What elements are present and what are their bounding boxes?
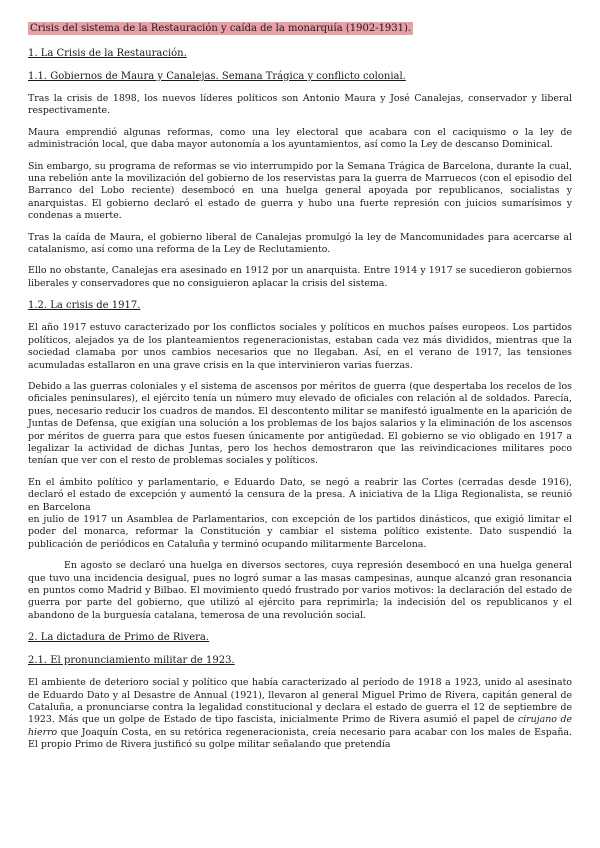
paragraph-10-emphasis: cirujano de hierro — [28, 714, 572, 738]
heading-section-1-2: 1.2. La crisis de 1917. — [28, 300, 141, 312]
paragraph-10 — [28, 677, 572, 751]
paragraph-1: Tras la crisis de 1898, los nuevos líderes políticos son Antonio Maura y José Canalejas, conservador y liberal respectivamente. — [28, 93, 572, 117]
paragraph-2: Maura emprendió algunas reformas, como una ley electoral que acabara con el caciquismo o la ley de administración local, que daba mayor autonomía a los ayuntamientos, así como la Ley de descanso Dominical. — [28, 126, 572, 151]
heading-section-2: 2. La dictadura de Primo de Rivera. — [28, 632, 210, 644]
document-title: Crisis del sistema de la Restauración y caída de la monarquía (1902-1931). — [30, 23, 412, 34]
paragraph-8b: en julio de 1917 un Asamblea de Parlamentarios, con excepción de los partidos dinásticos, que exigió limitar el poder del monarca, reformar la Constitución y cambiar el sistema político existente. Dato suspendió la publicación de periódicos en Cataluña y terminó ocupando militarmente Barcelona. — [28, 513, 572, 550]
heading-section-1-1: 1.1. Gobiernos de Maura y Canalejas. Semana Trágica y conflicto colonial. — [28, 71, 406, 82]
paragraph-6: El año 1917 estuvo caracterizado por los conflictos sociales y políticos en muchos países europeos. Los partidos políticos, alejados ya de los planteamientos regeneracionistas, estaban cada vez más divididos, mientras que la sociedad clamaba por unos cambios necesarios que no llegaban. Así, en el verano de 1917, las tensiones acumuladas estallaron en una grave crisis en la que intervinieron varias fuerzas. — [28, 322, 572, 371]
paragraph-5: Ello no obstante, Canalejas era asesinado en 1912 por un anarquista. Entre 1914 y 1917 se sucedieron gobiernos liberales y conservadores que no consiguieron aplacar la crisis del sistema. — [28, 265, 572, 289]
paragraph-3: Sin embargo, su programa de reformas se vio interrumpido por la Semana Trágica de Barcelona, durante la cual, una rebelión ante la movilización del gobierno de los reservistas para la guerra de Marruecos (con el episodio del Barranco del Lobo reciente) desembocó en una huelga general apoyada por republicanos, socialistas y anarquistas. El gobierno declaró el estado de guerra y hubo una fuerte represión con juicios sumarísimos y condenas a muerte. — [28, 160, 572, 222]
paragraph-9: En agosto se declaró una huelga en diversos sectores, cuya represión desembocó en una huelga general que tuvo una incidencia desigual, pues no logró sumar a las masas campesinas, aunque alcanzó gran resonancia en puntos como Madrid y Bilbao. El movimiento quedó frustrado por varios motivos: la declaración del estado de guerra por parte del gobierno, que utilizó al ejército para reprimirla; la indecisión del os republicanos y el abandono de la burguesía catalana, temerosa de una revolución social. — [28, 560, 572, 621]
paragraph-7: Debido a las guerras coloniales y el sistema de ascensos por méritos de guerra (que despertaba los recelos de los oficiales peninsulares), el ejército tenía un número muy elevado de oficiales con relación al de soldados. Parecía, pues, necesario reducir los cuadros de mandos. El descontento militar se manifestó igualmente en la aparición de Juntas de Defensa, que exigían una solución a los problemas de los bajos salarios y la eliminación de los ascensos por méritos de guerra para que estos fuesen únicamente por antigüedad. El gobierno se vio obligado en 1917 a legalizar la actividad de dichas Juntas, pero los hechos demostraron que las reivindicaciones militares poco tenían que ver con el resto de problemas sociales y políticos. — [28, 380, 572, 467]
heading-section-1: 1. La Crisis de la Restauración. — [28, 48, 187, 59]
heading-section-2-1: 2.1. El pronunciamiento militar de 1923. — [28, 655, 235, 667]
paragraph-10-part-a: El ambiente de deterioro social y político que había caracterizado al período de 1918 a 1923, unido al asesinato de Eduardo Dato y al Desastre de Annual (1921), llevaron al general Miguel Primo de Rivera, capitán general de Cataluña, a pronunciarse contra la legalidad constitucional y declara el estado de guerra el 12 de septiembre de 1923. Más que un golpe de Estado de tipo fascista, inicialmente Primo de Rivera asumió el papel de — [28, 677, 572, 726]
paragraph-8a: En el ámbito político y parlamentario, e Eduardo Dato, se negó a reabrir las Cortes (cerradas desde 1916), declaró el estado de excepción y aumentó la censura de la presa. A iniciativa de la Lliga Regionalista, se reunió en Barcelona — [28, 476, 572, 513]
paragraph-4: Tras la caída de Maura, el gobierno liberal de Canalejas promulgó la ley de Mancomunidades para acercarse al catalanismo, así como una reforma de la Ley de Reclutamiento. — [28, 231, 572, 256]
paragraph-10-part-b: que Joaquín Costa, en su retórica regeneracionista, creía necesario para acabar con los males de España. El propio Primo de Rivera justificó su golpe militar señalando que pretendía — [28, 726, 572, 751]
